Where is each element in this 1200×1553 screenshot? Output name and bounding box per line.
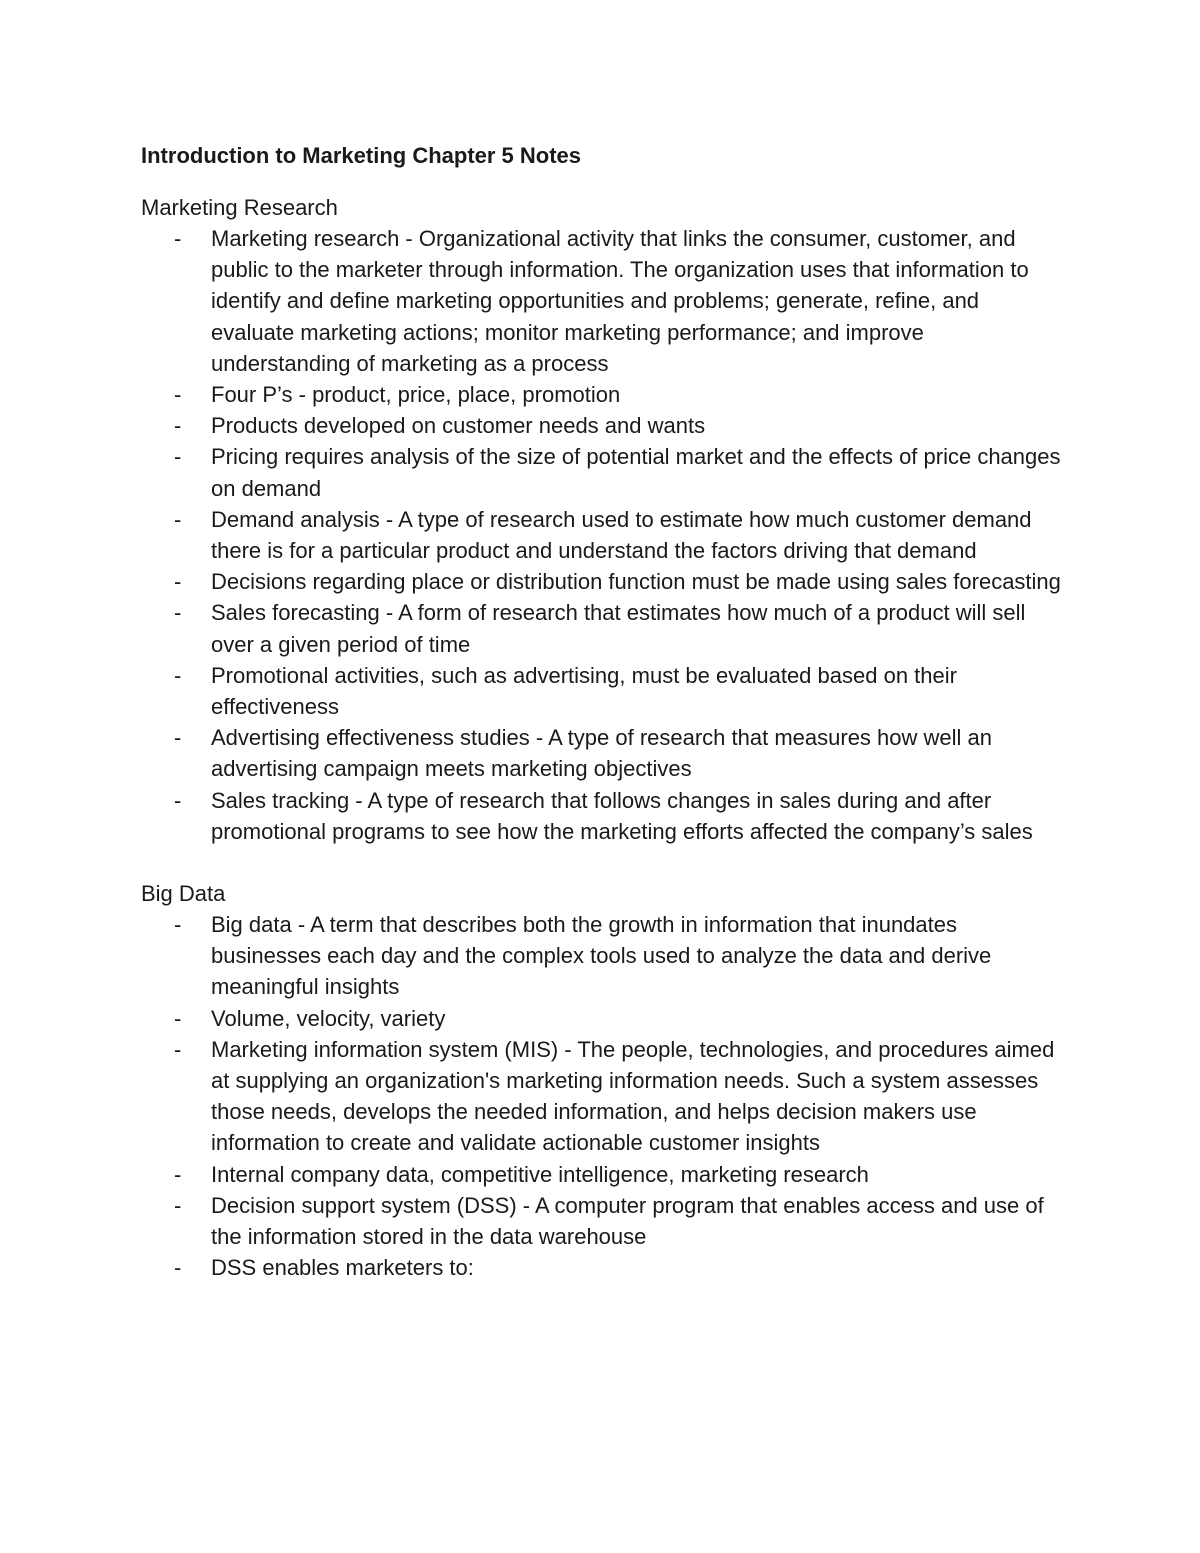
list-item-text: Sales tracking - A type of research that follows changes in sales during and after promotional programs to see how the marketing efforts affected the company’s sales bbox=[211, 787, 1033, 844]
list-item-text: Volume, velocity, variety bbox=[211, 1005, 446, 1031]
bullet-list bbox=[141, 909, 1061, 1283]
list-item bbox=[141, 1159, 1061, 1190]
list-item-text: Promotional activities, such as advertising, must be evaluated based on their effectiveness bbox=[211, 662, 957, 720]
list-item-text: Marketing information system (MIS) - The people, technologies, and procedures aimed at supplying an organization's marketing information needs. Such a system assesses those needs, develops the needed information, and helps decision makers use information to create and validate actionable customer insights bbox=[211, 1036, 1055, 1156]
list-item-text: Four P’s - product, price, place, promotion bbox=[211, 382, 621, 408]
list-item bbox=[141, 785, 1061, 847]
dash-bullet-icon: - bbox=[174, 506, 182, 532]
list-item bbox=[141, 1034, 1061, 1159]
dash-bullet-icon: - bbox=[174, 662, 182, 688]
section-big-data bbox=[141, 878, 1061, 1283]
list-item-text: Products developed on customer needs and wants bbox=[211, 413, 706, 439]
list-item bbox=[141, 379, 1061, 410]
list-item-text: Decisions regarding place or distribution function must be made using sales forecasting bbox=[211, 569, 1061, 595]
list-item-text: Demand analysis - A type of research used to estimate how much customer demand there is for a particular product and understand the factors driving that demand bbox=[211, 506, 1032, 564]
dash-bullet-icon: - bbox=[174, 1036, 182, 1062]
list-item bbox=[141, 597, 1061, 659]
dash-bullet-icon: - bbox=[174, 725, 182, 751]
dash-bullet-icon: - bbox=[174, 1255, 182, 1281]
list-item bbox=[141, 909, 1061, 1003]
list-item bbox=[141, 660, 1061, 722]
dash-bullet-icon: - bbox=[174, 1005, 182, 1031]
bullet-list bbox=[141, 223, 1061, 847]
list-item bbox=[141, 722, 1061, 784]
list-item bbox=[141, 410, 1061, 441]
list-item-text: Advertising effectiveness studies - A type of research that measures how well an advertising campaign meets marketing objectives bbox=[211, 725, 992, 782]
dash-bullet-icon: - bbox=[174, 226, 182, 251]
dash-bullet-icon: - bbox=[174, 600, 182, 626]
list-item bbox=[141, 223, 1061, 379]
list-item bbox=[141, 504, 1061, 566]
list-item bbox=[141, 1003, 1061, 1034]
section-heading: Big Data bbox=[141, 881, 226, 907]
dash-bullet-icon: - bbox=[174, 413, 182, 439]
dash-bullet-icon: - bbox=[174, 382, 182, 408]
list-item-text: DSS enables marketers to: bbox=[211, 1255, 474, 1281]
document-page bbox=[141, 140, 1061, 1315]
list-item-text: Big data - A term that describes both the growth in information that inundates businesses each day and the complex tools used to analyze the data and derive meaningful insights bbox=[211, 912, 992, 1000]
list-item bbox=[141, 1252, 1061, 1283]
list-item-text: Pricing requires analysis of the size of potential market and the effects of price changes on demand bbox=[211, 444, 1061, 501]
section-heading: Marketing Research bbox=[141, 195, 338, 220]
dash-bullet-icon: - bbox=[174, 1192, 182, 1218]
list-item bbox=[141, 1190, 1061, 1252]
dash-bullet-icon: - bbox=[174, 1161, 182, 1187]
list-item bbox=[141, 566, 1061, 597]
list-item-text: Marketing research - Organizational activity that links the consumer, customer, and public to the marketer through information. The organization uses that information to identify and define marketing opportunities and problems; generate, refine, and evaluate marketing actions; monitor marketing performance; and improve understanding of marketing as a process bbox=[211, 226, 1029, 376]
dash-bullet-icon: - bbox=[174, 569, 182, 595]
list-item-text: Sales forecasting - A form of research that estimates how much of a product will sell over a given period of time bbox=[211, 600, 1026, 657]
list-item-text: Internal company data, competitive intelligence, marketing research bbox=[211, 1161, 869, 1187]
section-marketing-research bbox=[141, 192, 1061, 847]
list-item bbox=[141, 441, 1061, 503]
dash-bullet-icon: - bbox=[174, 912, 182, 938]
list-item-text: Decision support system (DSS) - A computer program that enables access and use of the information stored in the data warehouse bbox=[211, 1192, 1044, 1250]
document-title: Introduction to Marketing Chapter 5 Notes bbox=[141, 143, 582, 168]
dash-bullet-icon: - bbox=[174, 787, 182, 813]
dash-bullet-icon: - bbox=[174, 444, 182, 470]
